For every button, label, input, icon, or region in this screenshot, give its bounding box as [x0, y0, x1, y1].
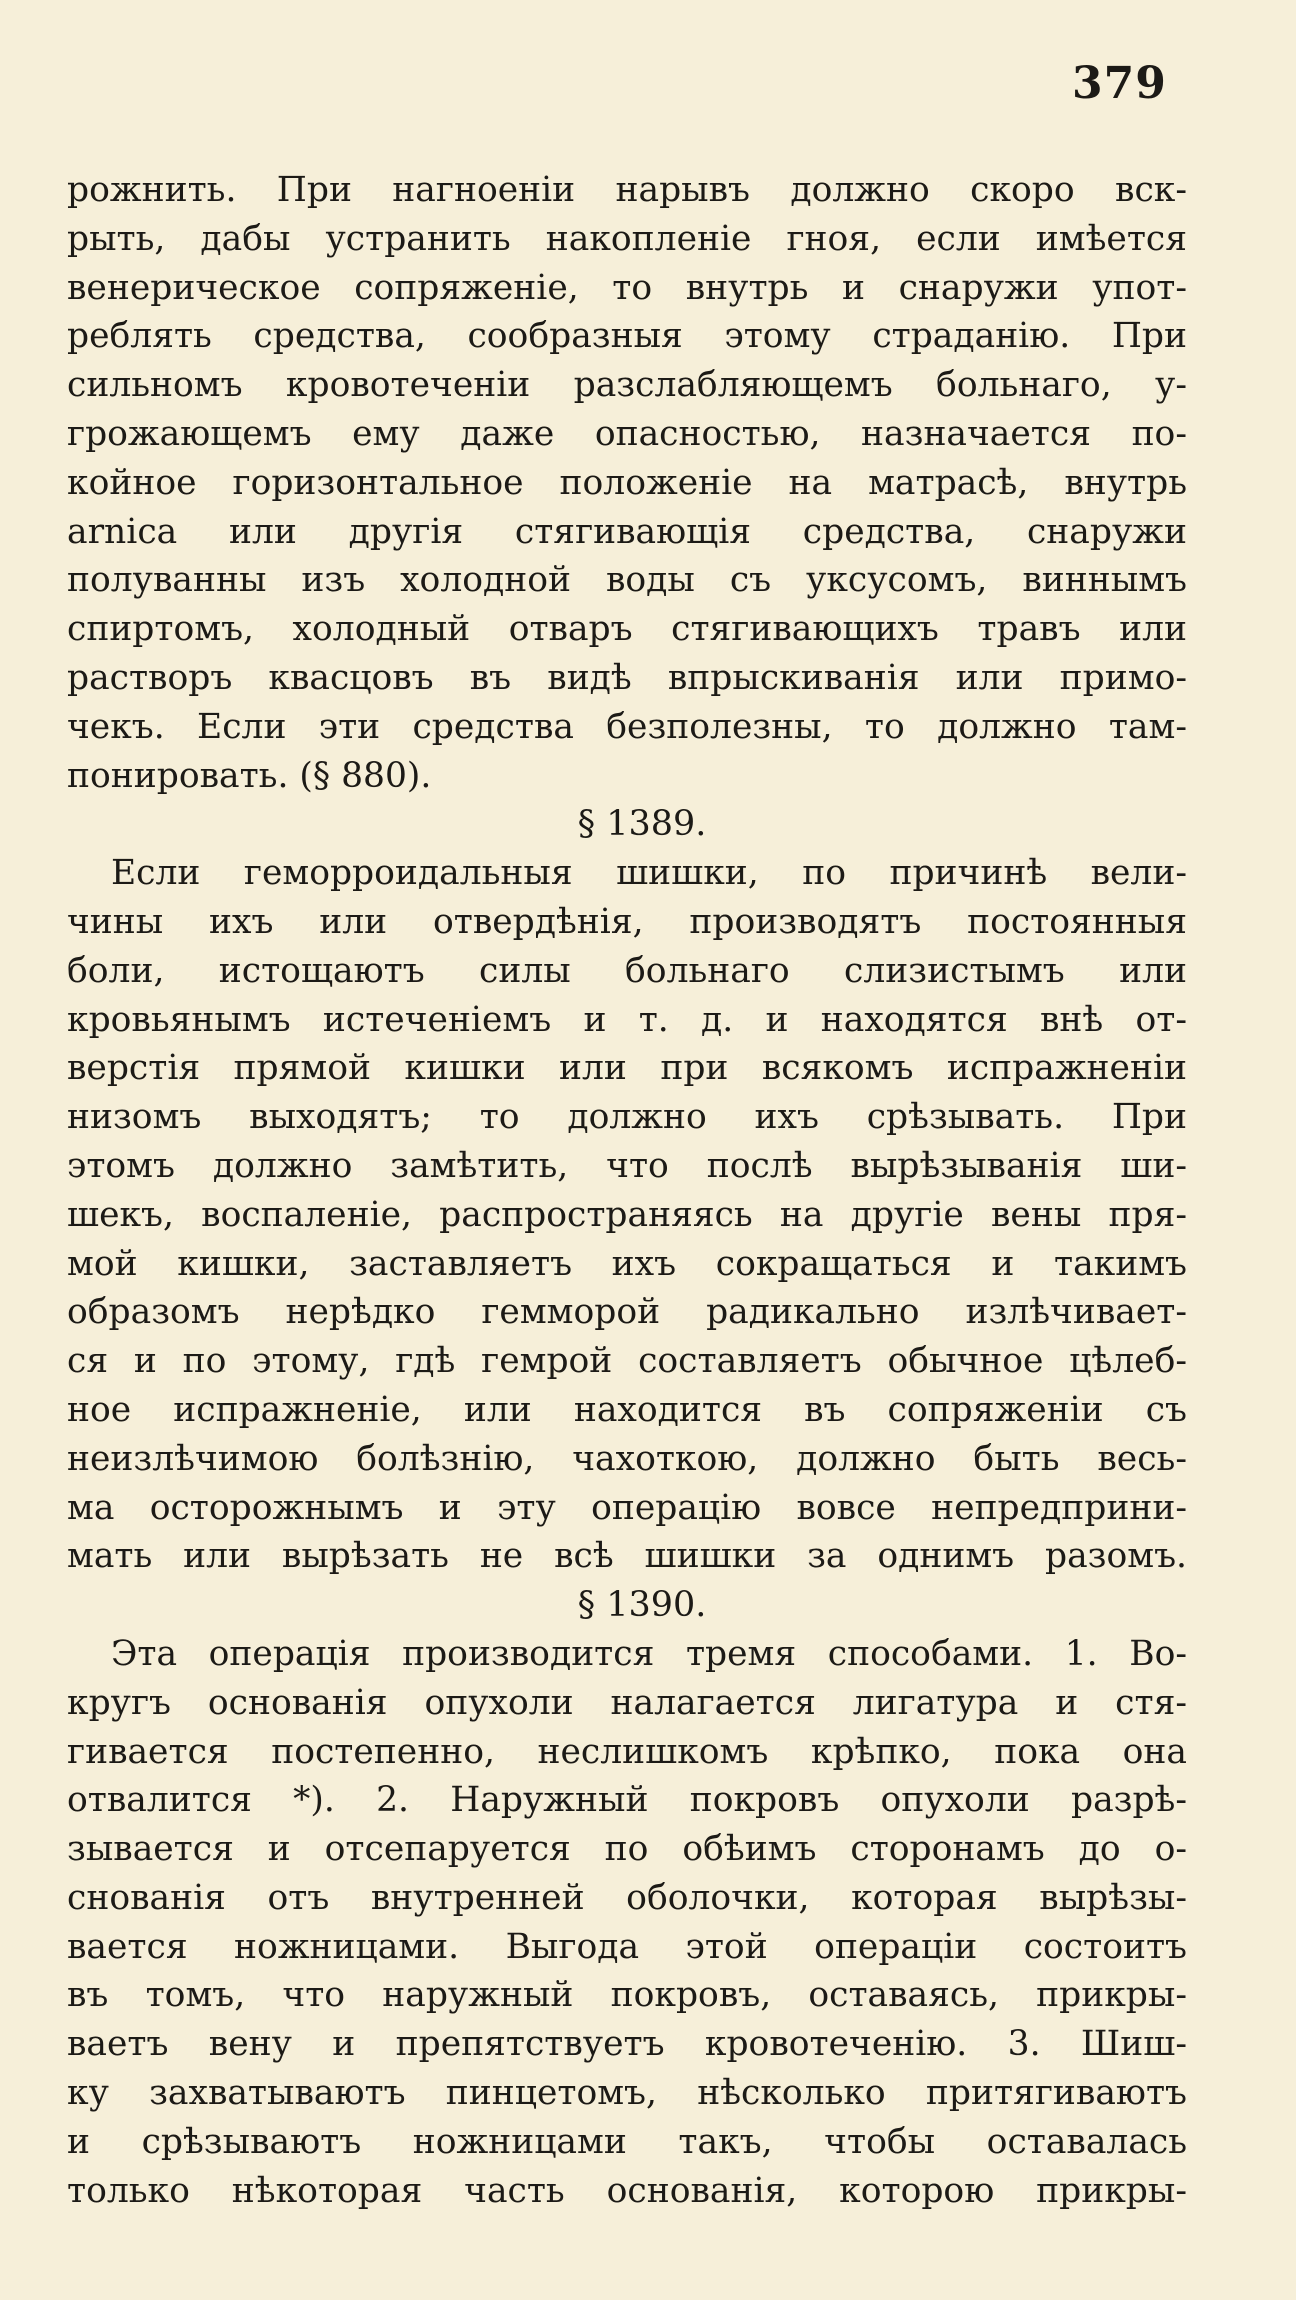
text-line: шекъ, воспаленіе, распространяясь на другіе вены пря-	[67, 1194, 1187, 1235]
text-line: Если геморроидальныя шишки, по причинѣ вели-	[111, 853, 1187, 894]
text-line: ся и по этому, гдѣ гемрой составляетъ обычное цѣлеб-	[67, 1341, 1187, 1382]
text-line: понировать. (§ 880).	[67, 755, 432, 796]
text-line: рыть, дабы устранить накопленіе гноя, если имѣется	[67, 218, 1187, 259]
text-line: ваетъ вену и препятствуетъ кровотеченію. 3. Шиш-	[67, 2024, 1187, 2065]
text-line: боли, истощаютъ силы больнаго слизистымъ или	[67, 950, 1187, 991]
text-line: чины ихъ или отвердѣнія, производятъ постоянныя	[67, 901, 1187, 942]
text-line: образомъ нерѣдко гемморой радикально излѣчивает-	[67, 1292, 1187, 1333]
text-line: полуванны изъ холодной воды съ уксусомъ, виннымъ	[67, 560, 1187, 601]
text-line: ма осторожнымъ и эту операцію вовсе непредприни-	[67, 1487, 1187, 1528]
text-line: мой кишки, заставляетъ ихъ сокращаться и такимъ	[67, 1243, 1187, 1284]
text-line: верстія прямой кишки или при всякомъ испражненіи	[67, 1048, 1187, 1089]
page-number: 379	[1072, 58, 1167, 109]
text-line: растворъ квасцовъ въ видѣ впрыскиванія или примо-	[67, 657, 1187, 698]
text-line: зывается и отсепаруется по обѣимъ сторонамъ до о-	[67, 1829, 1187, 1870]
text-line: гивается постепенно, неслишкомъ крѣпко, пока она	[67, 1731, 1187, 1772]
text-line: Эта операція производится тремя способами. 1. Во-	[111, 1633, 1187, 1674]
text-line: чекъ. Если эти средства безполезны, то должно там-	[67, 706, 1187, 747]
text-line: arnica или другія стягивающія средства, снаружи	[67, 511, 1187, 552]
text-line: кровьянымъ истеченіемъ и т. д. и находятся внѣ от-	[67, 999, 1187, 1040]
text-line: спиртомъ, холодный отваръ стягивающихъ травъ или	[67, 609, 1187, 650]
text-line: рожнить. При нагноеніи нарывъ должно скоро вск-	[67, 170, 1187, 210]
section-1389-heading: § 1389.	[577, 804, 707, 845]
section-1389-body	[67, 849, 1187, 1581]
section-1388-continuation	[67, 166, 1187, 800]
text-line: низомъ выходятъ; то должно ихъ срѣзывать. При	[67, 1097, 1187, 1138]
text-line: венерическое сопряженіе, то внутрь и снаружи упот-	[67, 267, 1187, 308]
section-1390-heading: § 1390.	[577, 1585, 707, 1626]
text-line: отвалится *). 2. Наружный покровъ опухоли разрѣ-	[67, 1780, 1187, 1821]
page-text	[67, 166, 1187, 2215]
text-line: сильномъ кровотеченіи разслабляющемъ больнаго, у-	[67, 365, 1187, 406]
text-line: вается ножницами. Выгода этой операціи состоитъ	[67, 1926, 1187, 1967]
text-line: койное горизонтальное положеніе на матрасѣ, внутрь	[67, 462, 1187, 503]
text-line: и срѣзываютъ ножницами такъ, чтобы оставалась	[67, 2121, 1187, 2162]
text-line: снованія отъ внутренней оболочки, которая вырѣзы-	[67, 1877, 1187, 1918]
section-1390-body	[67, 1630, 1187, 2216]
text-line: реблять средства, сообразныя этому страданію. При	[67, 316, 1187, 357]
text-line: въ томъ, что наружный покровъ, оставаясь, прикры-	[67, 1975, 1187, 2016]
text-line: грожающемъ ему даже опасностью, назначается по-	[67, 413, 1187, 454]
text-line: этомъ должно замѣтить, что послѣ вырѣзыванія ши-	[67, 1145, 1187, 1186]
text-line: ное испражненіе, или находится въ сопряженіи съ	[67, 1389, 1187, 1430]
text-line: кругъ основанія опухоли налагается лигатура и стя-	[67, 1682, 1187, 1723]
text-line: мать или вырѣзать не всѣ шишки за однимъ разомъ.	[67, 1536, 1187, 1577]
text-line: ку захватываютъ пинцетомъ, нѣсколько притягиваютъ	[67, 2073, 1187, 2114]
text-line: только нѣкоторая часть основанія, которою прикры-	[67, 2170, 1187, 2211]
text-line: неизлѣчимою болѣзнію, чахоткою, должно быть весь-	[67, 1438, 1187, 1479]
